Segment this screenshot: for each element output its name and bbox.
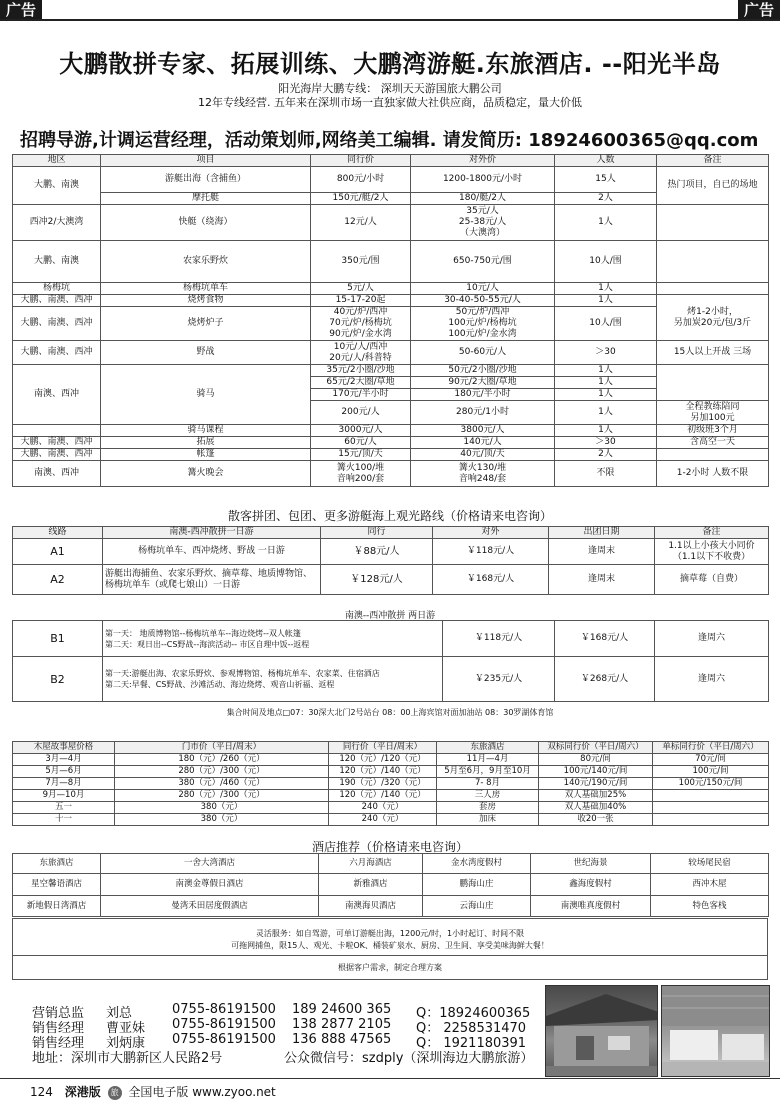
table-row xyxy=(13,657,769,702)
table-row xyxy=(13,283,769,295)
col-header: 对外价 xyxy=(411,155,555,167)
hotel-name: 曼湾禾田居度假酒店 xyxy=(101,896,319,917)
cell-peer: 350元/围 xyxy=(311,241,411,283)
table-row xyxy=(13,437,769,449)
cell-note xyxy=(657,283,769,295)
hotel-name: 星空馨语酒店 xyxy=(13,874,101,896)
table-row xyxy=(13,193,769,205)
table-row xyxy=(13,167,769,193)
routes-title: 散客拼团、包团、更多游艇海上观光路线（价格请来电咨询） xyxy=(227,509,552,523)
route-peer: ￥118元/人 xyxy=(443,621,555,657)
cell-area: 大鹏、南澳、西冲 xyxy=(13,449,101,461)
cell-note xyxy=(657,365,769,401)
price-cell: 7- 8月 xyxy=(437,778,539,790)
hotel-name: 西冲木屋 xyxy=(651,874,769,896)
price-cell: 240（元） xyxy=(329,814,437,826)
hotel-name: 南澳金尊假日酒店 xyxy=(101,874,319,896)
address: 地址：深圳市大鹏新区人民路2号 xyxy=(32,1051,223,1066)
cell-note: 全程教练陪同 另加100元 xyxy=(657,401,769,425)
cell-item: 摩托艇 xyxy=(101,193,311,205)
cell-count: 1人 xyxy=(555,425,657,437)
site-link[interactable]: 全国电子版 www.zyoo.net xyxy=(128,1085,276,1099)
cell-public: 1200-1800元/小时 xyxy=(411,167,555,193)
cell-peer: 65元/2大圈/草地 xyxy=(311,377,411,389)
contact-role: 销售经理 xyxy=(32,1021,85,1036)
cell-item: 杨梅坑单车 xyxy=(101,283,311,295)
service-note-line1: 灵活服务：如自驾游，可单订游艇出海，1200元/时，1小时起订、时间不限 xyxy=(255,929,525,938)
table-row xyxy=(13,295,769,307)
cell-area: 南澳、西冲 xyxy=(13,461,101,487)
route-note: 1.1以上小孩大小同价 （1.1以下不收费） xyxy=(655,539,769,565)
contact-tel[interactable]: 0755-86191500 xyxy=(172,1002,276,1017)
cell-area: 南澳、西冲 xyxy=(13,365,101,425)
cell-count: 2人 xyxy=(555,449,657,461)
col-header: 单标同行价（平日/周六） xyxy=(653,742,769,754)
price-cell: 70元/间 xyxy=(653,754,769,766)
cell-area xyxy=(13,425,101,437)
cell-count: ＞30 xyxy=(555,437,657,449)
cell-peer: 3000元/人 xyxy=(311,425,411,437)
table-row xyxy=(13,766,769,778)
cell-public: 180/艇/2人 xyxy=(411,193,555,205)
cell-public: 50元/炉/西冲 100元/炉/杨梅坑 100元/炉/金水湾 xyxy=(411,307,555,341)
service-notes xyxy=(12,918,768,980)
cell-public: 140元/人 xyxy=(411,437,555,449)
wechat: 公众微信号：szdply（深圳海边大鹏旅游） xyxy=(284,1051,534,1066)
contact-name: 刘炳康 xyxy=(106,1036,146,1051)
price-cell: 双人基础加25% xyxy=(539,790,653,802)
cell-note xyxy=(657,205,769,241)
cell-peer: 60元/人 xyxy=(311,437,411,449)
price-cell: 3月—4月 xyxy=(13,754,115,766)
recruit-banner: 招聘导游,计调运营经理，活动策划师,网络美工编辑. 请发简历: 18924600365@qq.com xyxy=(20,130,759,151)
table-row xyxy=(13,814,769,826)
subtitle-company: 阳光海岸大鹏专线： 深圳天天游国旅大鹏公司 xyxy=(278,82,502,95)
cell-area: 大鹏、南澳 xyxy=(13,241,101,283)
col-header: 同行 xyxy=(321,527,433,539)
table-row xyxy=(13,621,769,657)
table-row xyxy=(13,461,769,487)
two-day-table xyxy=(12,620,769,702)
cell-note: 1-2小时 人数不限 xyxy=(657,461,769,487)
route-date: 逢周六 xyxy=(655,621,769,657)
cell-item: 帐篷 xyxy=(101,449,311,461)
table-row xyxy=(13,449,769,461)
price-cell: 100元/140元/间 xyxy=(539,766,653,778)
price-cell: 180（元）/260（元） xyxy=(115,754,329,766)
page-title: 大鹏散拼专家、拓展训练、大鹏湾游艇.东旅酒店. --阳光半岛 xyxy=(59,50,721,78)
contact-mobile[interactable]: 136 888 47565 xyxy=(292,1032,392,1047)
cell-area: 大鹏、南澳、西冲 xyxy=(13,341,101,365)
cell-peer: 12元/人 xyxy=(311,205,411,241)
price-cell: 120（元）/140（元） xyxy=(329,766,437,778)
cell-peer: 15-17-20起 xyxy=(311,295,411,307)
room-photo xyxy=(661,985,770,1077)
cell-count: 1人 xyxy=(555,283,657,295)
price-cell: 280（元）/300（元） xyxy=(115,766,329,778)
cell-count: ＞30 xyxy=(555,341,657,365)
contact-qq: Q： 2258531470 xyxy=(416,1021,527,1036)
price-cell xyxy=(653,790,769,802)
cell-count: 1人 xyxy=(555,295,657,307)
hotel-name: 世纪海景 xyxy=(531,854,651,874)
route-desc: 杨梅坑单车、西冲烧烤、野战 一日游 xyxy=(103,539,321,565)
col-header: 出团日期 xyxy=(549,527,655,539)
footer-divider xyxy=(0,1078,780,1079)
meeting-points: 集合时间及地点□07：30深大北门2号站台 08：00上海宾馆对面加油站 08：30罗湖体育馆 xyxy=(226,708,554,717)
cell-peer: 35元/2小圈/沙地 xyxy=(311,365,411,377)
price-cell: 380（元）/460（元） xyxy=(115,778,329,790)
cell-count: 1人 xyxy=(555,389,657,401)
cell-area: 大鹏、南澳、西冲 xyxy=(13,307,101,341)
route-peer: ￥235元/人 xyxy=(443,657,555,702)
cell-item: 骑马课程 xyxy=(101,425,311,437)
price-cell: 9月—10月 xyxy=(13,790,115,802)
cell-peer: 10元/人/西冲 20元/人/科普特 xyxy=(311,341,411,365)
col-header: 地区 xyxy=(13,155,101,167)
hotel-name: 金水湾度假村 xyxy=(423,854,531,874)
route-note: 摘草莓（自费） xyxy=(655,565,769,595)
route-desc: 游艇出海捕鱼、农家乐野炊、摘草莓、地质博物馆、杨梅坑单车（或爬七娘山）一日游 xyxy=(103,565,321,595)
price-cell: 380（元） xyxy=(115,814,329,826)
route-peer: ￥128元/人 xyxy=(321,565,433,595)
table-row xyxy=(13,854,769,874)
price-cell: 280（元）/300（元） xyxy=(115,790,329,802)
cell-area: 大鹏、南澳、西冲 xyxy=(13,437,101,449)
col-header: 对外 xyxy=(433,527,549,539)
service-note-line3: 根据客户需求，制定合理方案 xyxy=(338,963,442,972)
two-day-title: 南澳--西冲散拼 两日游 xyxy=(344,611,436,621)
cell-area: 西冲2/大澳湾 xyxy=(13,205,101,241)
price-cell: 5月至6月，9月至10月 xyxy=(437,766,539,778)
price-cell xyxy=(653,802,769,814)
price-cell: 120（元）/140（元） xyxy=(329,790,437,802)
col-header: 线路 xyxy=(13,527,103,539)
cell-item: 烧烤炉子 xyxy=(101,307,311,341)
hotel-name: 南澳海贝酒店 xyxy=(319,896,423,917)
cell-peer: 200元/人 xyxy=(311,401,411,425)
price-cell: 双人基础加40% xyxy=(539,802,653,814)
subtitle-slogan: 12年专线经营. 五年来在深圳市场一直独家做大社供应商，品质稳定，量大价低 xyxy=(198,96,582,109)
cell-area: 杨梅坑 xyxy=(13,283,101,295)
price-cell: 5月—6月 xyxy=(13,766,115,778)
cell-public: 180元/半小时 xyxy=(411,389,555,401)
hotels-table xyxy=(12,853,769,917)
cabin-photo xyxy=(545,985,658,1077)
cell-peer: 150元/艇/2人 xyxy=(311,193,411,205)
cell-peer: 篝火100/堆 音响200/套 xyxy=(311,461,411,487)
logo-icon: 旅 xyxy=(108,1086,122,1100)
cell-note: 含高空一天 xyxy=(657,437,769,449)
route-public: ￥118元/人 xyxy=(433,539,549,565)
hotel-name: 南澳唯真度假村 xyxy=(531,896,651,917)
hotel-name: 六月海酒店 xyxy=(319,854,423,874)
contact-role: 营销总监 xyxy=(32,1006,85,1021)
table-row xyxy=(13,565,769,595)
route-public: ￥168元/人 xyxy=(433,565,549,595)
table-row xyxy=(13,365,769,377)
contact-name: 刘总 xyxy=(106,1006,133,1021)
cell-public: 650-750元/围 xyxy=(411,241,555,283)
price-cell xyxy=(653,814,769,826)
hotel-name: 较场尾民宿 xyxy=(651,854,769,874)
price-table xyxy=(12,741,769,826)
hotel-name: 东旅酒店 xyxy=(13,854,101,874)
route-date: 逢周六 xyxy=(655,657,769,702)
table-row xyxy=(13,778,769,790)
cell-public: 280元/1小时 xyxy=(411,401,555,425)
table-row xyxy=(13,896,769,917)
table-row xyxy=(13,241,769,283)
price-cell: 380（元） xyxy=(115,802,329,814)
contact-qq: Q： 1921180391 xyxy=(416,1036,527,1051)
contact-name: 曹亚妹 xyxy=(106,1021,146,1036)
route-desc: 第一天:游艇出海、农家乐野炊、参观博物馆、杨梅坑单车、农家菜、住宿酒店 第二天:早餐、CS野战、沙滩活动、海边烧烤、观音山祈福、返程 xyxy=(103,657,443,702)
route-code: A1 xyxy=(13,539,103,565)
cell-count: 2人 xyxy=(555,193,657,205)
table-row xyxy=(13,307,769,341)
cell-public: 篝火130/堆 音响248/套 xyxy=(411,461,555,487)
price-cell: 11月—4月 xyxy=(437,754,539,766)
cell-count: 不限 xyxy=(555,461,657,487)
cell-item: 游艇出海（含捕鱼） xyxy=(101,167,311,193)
route-code: A2 xyxy=(13,565,103,595)
cell-area: 大鹏、南澳 xyxy=(13,167,101,205)
cell-item: 农家乐野炊 xyxy=(101,241,311,283)
contact-tel[interactable]: 0755-86191500 xyxy=(172,1032,276,1047)
contact-tel[interactable]: 0755-86191500 xyxy=(172,1017,276,1032)
cell-note: 初级班3个月 xyxy=(657,425,769,437)
cell-note: 烤1-2小时， 另加炭20元/包/3斤 xyxy=(657,295,769,341)
price-cell: 240（元） xyxy=(329,802,437,814)
price-cell: 7月—8月 xyxy=(13,778,115,790)
contact-mobile[interactable]: 189 24600 365 xyxy=(292,1002,392,1017)
contact-role: 销售经理 xyxy=(32,1036,85,1051)
hotel-name: 云海山庄 xyxy=(423,896,531,917)
hotel-name: 鹏海山庄 xyxy=(423,874,531,896)
col-header: 木屋故事屋价格 xyxy=(13,742,115,754)
cell-note: 15人以上开战 三场 xyxy=(657,341,769,365)
edition-label: 深港版 xyxy=(64,1085,101,1099)
cell-count: 1人 xyxy=(555,205,657,241)
table-row xyxy=(13,802,769,814)
cell-public: 40元/顶/天 xyxy=(411,449,555,461)
cell-public: 50-60元/人 xyxy=(411,341,555,365)
cell-public: 90元/2大圈/草地 xyxy=(411,377,555,389)
cell-count: 1人 xyxy=(555,401,657,425)
cell-item: 快艇（绕海） xyxy=(101,205,311,241)
table-row xyxy=(13,205,769,241)
table-row xyxy=(13,425,769,437)
cell-item: 烧烤食物 xyxy=(101,295,311,307)
cell-area: 大鹏、南澳、西冲 xyxy=(13,295,101,307)
contact-mobile[interactable]: 138 2877 2105 xyxy=(292,1017,392,1032)
notes-divider xyxy=(13,955,767,956)
col-header: 人数 xyxy=(555,155,657,167)
cell-note xyxy=(657,241,769,283)
cell-peer: 15元/顶/天 xyxy=(311,449,411,461)
cell-item: 篝火晚会 xyxy=(101,461,311,487)
col-header: 南澳-西冲散拼一日游 xyxy=(103,527,321,539)
table-row xyxy=(13,874,769,896)
top-divider xyxy=(0,19,780,21)
price-cell: 收20一张 xyxy=(539,814,653,826)
route-desc: 第一天： 地质博物馆--杨梅坑单车--海边烧烤--双人帐篷 第二天：观日出--CS野战--海滨活动-- 市区自理中饭--返程 xyxy=(103,621,443,657)
price-cell: 十一 xyxy=(13,814,115,826)
cell-note: 热门项目，自已的场地 xyxy=(657,167,769,205)
col-header: 东旅酒店 xyxy=(437,742,539,754)
route-code: B1 xyxy=(13,621,103,657)
cell-item: 野战 xyxy=(101,341,311,365)
ad-tag-left: 广告 xyxy=(0,0,42,20)
cell-item: 骑马 xyxy=(101,365,311,425)
route-public: ￥168元/人 xyxy=(555,621,655,657)
table-row xyxy=(13,539,769,565)
cell-peer: 5元/人 xyxy=(311,283,411,295)
ad-tag-right: 广告 xyxy=(738,0,780,20)
page-number: 124 xyxy=(30,1085,53,1099)
hotel-name: 新雅酒店 xyxy=(319,874,423,896)
price-cell: 100元/150元/间 xyxy=(653,778,769,790)
route-code: B2 xyxy=(13,657,103,702)
cell-count: 15人 xyxy=(555,167,657,193)
col-header: 门市价（平日/周末） xyxy=(115,742,329,754)
route-date: 逢周末 xyxy=(549,565,655,595)
cell-note xyxy=(657,449,769,461)
activities-table xyxy=(12,154,769,487)
col-header: 备注 xyxy=(657,155,769,167)
hotels-title: 酒店推荐（价格请来电咨询） xyxy=(311,840,468,854)
cell-peer: 170元/半小时 xyxy=(311,389,411,401)
col-header: 项目 xyxy=(101,155,311,167)
cell-count: 10人/围 xyxy=(555,307,657,341)
price-cell: 120（元）/120（元） xyxy=(329,754,437,766)
cell-count: 1人 xyxy=(555,365,657,377)
hotel-name: 特色客栈 xyxy=(651,896,769,917)
price-cell: 套房 xyxy=(437,802,539,814)
cell-count: 1人 xyxy=(555,377,657,389)
price-cell: 190（元）/320（元） xyxy=(329,778,437,790)
cell-count: 10人/围 xyxy=(555,241,657,283)
service-note-line2: 可拖网捕鱼，限15人、观光、卡啦OK、桶装矿泉水、厨房、卫生间、享受美味海鲜大餐！ xyxy=(231,941,549,950)
route-public: ￥268元/人 xyxy=(555,657,655,702)
service-note xyxy=(13,928,767,952)
col-header: 同行价（平日/周末） xyxy=(329,742,437,754)
cell-public: 35元/人 25-38元/人 （大澳湾） xyxy=(411,205,555,241)
price-cell: 140元/190元/间 xyxy=(539,778,653,790)
col-header: 备注 xyxy=(655,527,769,539)
cell-public: 10元/人 xyxy=(411,283,555,295)
table-row xyxy=(13,754,769,766)
price-cell: 加床 xyxy=(437,814,539,826)
cell-public: 30-40-50-55元/人 xyxy=(411,295,555,307)
table-row xyxy=(13,341,769,365)
routes-table xyxy=(12,526,769,595)
col-header: 同行价 xyxy=(311,155,411,167)
hotel-name: 鑫海度假村 xyxy=(531,874,651,896)
cell-public: 50元/2小圈/沙地 xyxy=(411,365,555,377)
hotel-name: 新地假日湾酒店 xyxy=(13,896,101,917)
route-peer: ￥88元/人 xyxy=(321,539,433,565)
route-date: 逢周末 xyxy=(549,539,655,565)
cell-public: 3800元/人 xyxy=(411,425,555,437)
cell-item: 拓展 xyxy=(101,437,311,449)
cell-peer: 40元/炉/西冲 70元/炉/杨梅坑 90元/炉/金水湾 xyxy=(311,307,411,341)
price-cell: 五一 xyxy=(13,802,115,814)
price-cell: 80元/间 xyxy=(539,754,653,766)
price-cell: 100元/间 xyxy=(653,766,769,778)
table-row xyxy=(13,790,769,802)
footer xyxy=(30,1083,276,1100)
col-header: 双标同行价（平日/周六） xyxy=(539,742,653,754)
cell-peer: 800元/小时 xyxy=(311,167,411,193)
hotel-name: 一舍大湾酒店 xyxy=(101,854,319,874)
price-cell: 三人房 xyxy=(437,790,539,802)
contact-qq: Q：18924600365 xyxy=(416,1006,531,1021)
